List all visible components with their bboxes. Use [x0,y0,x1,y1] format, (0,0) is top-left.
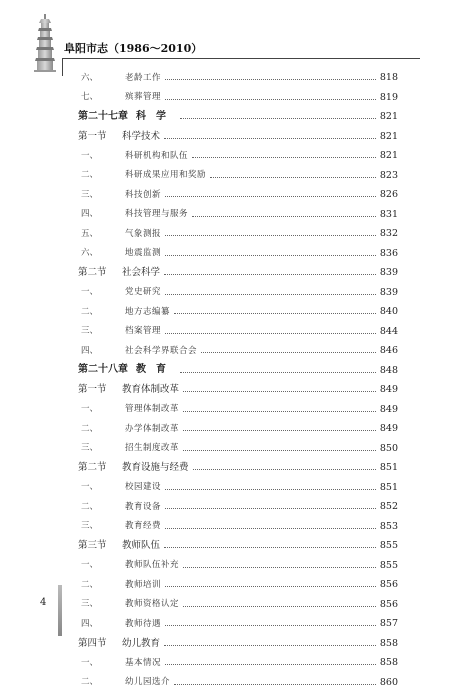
dot-leader [183,450,376,451]
toc-item[interactable] [78,224,398,244]
toc-entry-page: 826 [380,190,398,200]
toc-entry-page: 848 [380,366,398,376]
toc-entry-title: 教师待遇 [125,620,161,629]
toc-entry-number: 五、 [78,230,125,239]
pagoda-icon [30,14,60,72]
toc-entry-title: 科研机构和队伍 [125,152,188,161]
toc-entry-page: 836 [380,249,398,259]
toc-item[interactable] [78,302,398,322]
toc-entry-number: 四、 [78,347,125,356]
toc-entry-number: 三、 [78,444,125,453]
toc-section[interactable] [78,263,398,283]
toc-entry-title: 档案管理 [125,327,161,336]
toc-entry-number: 二、 [78,425,125,434]
toc-entry-page: 857 [380,619,398,629]
toc-section[interactable] [78,127,398,147]
toc-entry-page: 846 [380,346,398,356]
toc-entry-page: 855 [380,561,398,571]
toc-entry-page: 850 [380,444,398,454]
dot-leader [201,352,376,353]
dot-leader [165,625,376,626]
dot-leader [174,313,376,314]
toc-entry-number: 第二十八章 [78,365,136,375]
dot-leader [192,157,376,158]
toc-entry-number: 三、 [78,522,125,531]
dot-leader [165,79,376,80]
toc-entry-title: 地方志编纂 [125,308,170,317]
toc-entry-number: 第三节 [78,541,122,551]
dot-leader [165,196,376,197]
toc-entry-title: 教师资格认定 [125,600,179,609]
toc-item[interactable] [78,244,398,264]
toc-entry-number: 四、 [78,210,125,219]
toc-item[interactable] [78,439,398,459]
toc-entry-title: 办学体制改革 [125,425,179,434]
dot-leader [165,99,376,100]
toc-entry-title: 幼儿园选介 [125,678,170,687]
toc-entry-number: 第二十七章 [78,112,136,122]
toc-item[interactable] [78,653,398,673]
toc-entry-number: 第二节 [78,463,122,473]
toc-entry-number: 六、 [78,74,125,83]
dot-leader [165,294,376,295]
dot-leader [165,528,376,529]
toc-entry-page: 821 [380,112,398,122]
toc-entry-number: 一、 [78,483,125,492]
toc-entry-title: 老龄工作 [125,74,161,83]
toc-item[interactable] [78,341,398,361]
dot-leader [165,664,376,665]
header-rule [62,58,420,59]
dot-leader [165,255,376,256]
dot-leader [192,216,376,217]
toc-entry-number: 七、 [78,93,125,102]
toc-item[interactable] [78,166,398,186]
toc-entry-title: 社会科学界联合会 [125,347,197,356]
page-number: 4 [40,597,46,608]
toc-entry-page: 858 [380,639,398,649]
dot-leader [210,177,376,178]
toc-entry-title: 气象测报 [125,230,161,239]
toc-entry-number: 一、 [78,152,125,161]
toc-entry-number: 二、 [78,503,125,512]
toc-section[interactable] [78,634,398,654]
dot-leader [165,333,376,334]
dot-leader [165,508,376,509]
toc-item[interactable] [78,556,398,576]
toc-entry-number: 二、 [78,581,125,590]
dot-leader [164,547,376,548]
toc-entry-title: 招生制度改革 [125,444,179,453]
toc-entry-number: 第四节 [78,639,122,649]
toc-entry-page: 853 [380,522,398,532]
toc-entry-number: 三、 [78,191,125,200]
toc-item[interactable] [78,283,398,303]
toc-entry-title: 教师队伍 [122,541,160,551]
toc-item[interactable] [78,595,398,615]
toc-entry-number: 一、 [78,561,125,570]
toc-entry-title: 管理体制改革 [125,405,179,414]
dot-leader [174,684,376,685]
toc-item[interactable] [78,517,398,537]
dot-leader [164,274,376,275]
toc-section[interactable] [78,380,398,400]
toc-entry-title: 教育体制改革 [122,385,179,395]
toc-entry-title: 基本情况 [125,659,161,668]
toc-entry-number: 二、 [78,308,125,317]
toc-entry-number: 二、 [78,678,125,687]
toc-entry-title: 教育经费 [125,522,161,531]
toc-entry-title: 教育设备 [125,503,161,512]
toc-item[interactable] [78,88,398,108]
dot-leader [164,138,376,139]
toc-entry-page: 860 [380,678,398,688]
toc-entry-page: 849 [380,424,398,434]
toc-entry-title: 地震监测 [125,249,161,258]
toc-entry-number: 三、 [78,327,125,336]
toc-entry-page: 856 [380,580,398,590]
margin-bar [58,585,62,636]
toc-entry-title: 科学 [136,112,176,122]
dot-leader [183,391,376,392]
toc-entry-title: 社会科学 [122,268,160,278]
toc-entry-page: 818 [380,73,398,83]
toc-entry-number: 一、 [78,659,125,668]
page-header [0,0,450,70]
toc-entry-title: 教师培训 [125,581,161,590]
toc-item[interactable] [78,575,398,595]
toc-entry-number: 四、 [78,620,125,629]
margin-line [62,58,63,76]
toc-entry-title: 科学技术 [122,132,160,142]
toc-entry-page: 831 [380,210,398,220]
toc-entry-page: 851 [380,483,398,493]
toc-entry-title: 教育 [136,365,176,375]
toc-entry-page: 821 [380,151,398,161]
toc-entry-page: 840 [380,307,398,317]
dot-leader [180,372,376,373]
toc-entry-page: 819 [380,93,398,103]
toc-chapter[interactable] [78,107,398,127]
toc-entry-number: 一、 [78,288,125,297]
toc-entry-title: 殡葬管理 [125,93,161,102]
toc-item[interactable] [78,322,398,342]
dot-leader [183,411,376,412]
toc-item[interactable] [78,146,398,166]
toc-chapter[interactable] [78,361,398,381]
toc-entry-page: 849 [380,405,398,415]
toc-entry-number: 二、 [78,171,125,180]
toc-entry-page: 821 [380,132,398,142]
toc-section[interactable] [78,536,398,556]
toc-item[interactable] [78,478,398,498]
toc-entry-page: 839 [380,268,398,278]
toc-entry-title: 科技管理与服务 [125,210,188,219]
dot-leader [183,567,376,568]
toc-entry-page: 852 [380,502,398,512]
toc-entry-title: 教师队伍补充 [125,561,179,570]
toc-item[interactable] [78,497,398,517]
toc-entry-title: 幼儿教育 [122,639,160,649]
dot-leader [193,469,376,470]
dot-leader [183,430,376,431]
toc-entry-page: 851 [380,463,398,473]
dot-leader [165,489,376,490]
toc-entry-page: 839 [380,288,398,298]
toc-entry-page: 855 [380,541,398,551]
toc-entry-number: 一、 [78,405,125,414]
toc-entry-number: 第一节 [78,132,122,142]
toc-entry-title: 党史研究 [125,288,161,297]
toc-item[interactable] [78,614,398,634]
toc-item[interactable] [78,673,398,692]
toc-entry-number: 六、 [78,249,125,258]
dot-leader [183,606,376,607]
dot-leader [165,586,376,587]
toc-entry-title: 校园建设 [125,483,161,492]
toc-entry-page: 858 [380,658,398,668]
toc-entry-title: 教育设施与经费 [122,463,189,473]
toc-entry-title: 科技创新 [125,191,161,200]
dot-leader [165,235,376,236]
toc-entry-page: 856 [380,600,398,610]
toc-item[interactable] [78,68,398,88]
toc-item[interactable] [78,419,398,439]
toc-entry-page: 844 [380,327,398,337]
toc-item[interactable] [78,400,398,420]
toc-item[interactable] [78,185,398,205]
toc-entry-number: 三、 [78,600,125,609]
toc-item[interactable] [78,205,398,225]
toc-entry-title: 科研成果应用和奖励 [125,171,206,180]
toc-entry-page: 823 [380,171,398,181]
table-of-contents [78,68,398,692]
toc-entry-number: 第一节 [78,385,122,395]
toc-entry-page: 849 [380,385,398,395]
book-title: 阜阳市志（1986～2010） [64,40,202,56]
toc-entry-page: 832 [380,229,398,239]
toc-section[interactable] [78,458,398,478]
dot-leader [164,645,376,646]
dot-leader [180,118,376,119]
toc-entry-number: 第二节 [78,268,122,278]
